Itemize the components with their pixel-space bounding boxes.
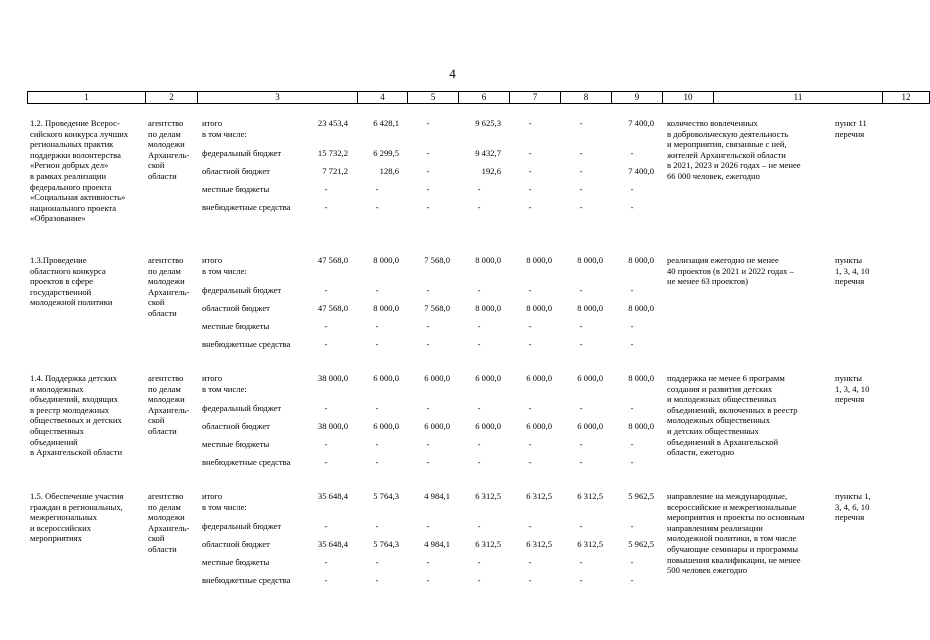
funding-value: - <box>579 575 583 585</box>
funding-value: - <box>477 321 481 331</box>
funding-value: 23 453,4 <box>317 118 348 128</box>
activity-name-line: объединений, входящих <box>30 394 118 405</box>
activity-name-line: и молодежных <box>30 383 84 394</box>
activity-name-line: 1.2. Проведение Всерос- <box>30 118 120 128</box>
funding-value: - <box>630 557 634 567</box>
funding-value: - <box>477 575 481 585</box>
funding-value: 192,6 <box>481 166 501 176</box>
reference-line: 1, 3, 4, 10 <box>835 265 870 276</box>
funding-value: - <box>477 439 481 449</box>
funding-value: - <box>528 403 532 413</box>
funding-value: 8 000,0 <box>526 255 552 265</box>
executor-line: ской <box>148 533 165 544</box>
funding-source-label: федеральный бюджет <box>202 403 282 413</box>
reference-line: пункт 11 <box>835 118 867 128</box>
funding-value: 6 000,0 <box>577 421 603 431</box>
funding-value: - <box>375 339 379 349</box>
funding-value: - <box>630 321 634 331</box>
funding-value: - <box>579 166 583 176</box>
funding-value: - <box>579 184 583 194</box>
result-line: повышения квалификации, не менее <box>667 554 801 565</box>
funding-source-label: местные бюджеты <box>202 439 270 449</box>
funding-value: 128,6 <box>379 166 399 176</box>
funding-value: - <box>426 285 430 295</box>
activity-name-line: 1.4. Поддержка детских <box>30 373 118 383</box>
funding-value: - <box>426 118 430 128</box>
funding-value: - <box>477 184 481 194</box>
funding-value: - <box>630 202 634 212</box>
activity-name-line: общественных и детских <box>30 415 122 426</box>
funding-source-label: внебюджетные средства <box>202 457 291 467</box>
funding-value: - <box>477 557 481 567</box>
executor-line: по делам <box>148 265 181 276</box>
column-header: 8 <box>561 92 612 104</box>
result-line: области, ежегодно <box>667 447 735 458</box>
result-line: и детских общественных <box>667 426 759 436</box>
funding-value: - <box>375 403 379 413</box>
funding-value: - <box>528 321 532 331</box>
funding-value: 4 984,1 <box>424 491 450 501</box>
funding-source-label: итого <box>202 118 223 128</box>
funding-value: - <box>324 202 328 212</box>
funding-value: - <box>426 321 430 331</box>
funding-value: - <box>477 457 481 467</box>
funding-value: 9 432,7 <box>475 148 501 158</box>
result-line: в 2021, 2023 и 2026 годах – не менее <box>667 160 801 171</box>
column-header: 12 <box>883 92 930 104</box>
funding-value: 5 962,5 <box>628 491 654 501</box>
funding-value: - <box>528 339 532 349</box>
funding-source-label: внебюджетные средства <box>202 202 291 212</box>
funding-value: - <box>528 521 532 531</box>
activity-name-line: сийского конкурса лучших <box>30 128 129 139</box>
reference-line: перечня <box>835 512 865 523</box>
funding-value: 7 568,0 <box>424 255 450 265</box>
funding-value: 8 000,0 <box>628 255 654 265</box>
funding-value: 6 000,0 <box>373 373 399 383</box>
executor-line: Архангель- <box>148 522 190 533</box>
funding-value: - <box>426 403 430 413</box>
activity-name-line: межрегиональных <box>30 512 98 523</box>
funding-value: 8 000,0 <box>628 421 654 431</box>
activity-name-line: «Образование» <box>30 213 86 224</box>
activity-name-line: общественных <box>30 426 84 436</box>
funding-value: 6 312,5 <box>577 539 603 549</box>
funding-value: - <box>375 557 379 567</box>
result-line: направлениям реализации <box>667 522 763 533</box>
reference-line: 3, 4, 6, 10 <box>835 501 870 512</box>
funding-value: - <box>630 148 634 158</box>
result-line: обучающие семинары и программы <box>667 544 799 554</box>
funding-value: 5 962,5 <box>628 539 654 549</box>
funding-value: 6 000,0 <box>577 373 603 383</box>
executor-line: Архангель- <box>148 404 190 415</box>
funding-value: - <box>426 202 430 212</box>
funding-source-label: внебюджетные средства <box>202 339 291 349</box>
funding-value: - <box>477 285 481 295</box>
column-header: 1 <box>28 92 146 104</box>
column-header: 3 <box>198 92 358 104</box>
funding-value: - <box>375 321 379 331</box>
funding-value: 47 568,0 <box>317 255 348 265</box>
result-line: и мероприятия, связанные с ней, <box>667 139 787 150</box>
column-header: 10 <box>663 92 714 104</box>
funding-value: - <box>579 403 583 413</box>
funding-value: - <box>375 457 379 467</box>
funding-value: 8 000,0 <box>526 303 552 313</box>
funding-value: - <box>477 521 481 531</box>
reference-line: 1, 3, 4, 10 <box>835 383 870 394</box>
funding-value: - <box>324 521 328 531</box>
funding-value: - <box>426 457 430 467</box>
reference-line: пункты 1, <box>835 491 871 501</box>
funding-value: - <box>528 166 532 176</box>
funding-value: - <box>426 148 430 158</box>
funding-value: 8 000,0 <box>475 303 501 313</box>
column-header-row <box>27 91 930 104</box>
funding-value: - <box>579 521 583 531</box>
activity-name-line: федерального проекта <box>30 181 112 192</box>
reference-line: перечня <box>835 276 865 287</box>
funding-value: 6 000,0 <box>424 373 450 383</box>
executor-line: по делам <box>148 128 181 139</box>
funding-value: - <box>324 285 328 295</box>
funding-source-label: внебюджетные средства <box>202 575 291 585</box>
executor-line: молодежи <box>148 276 185 287</box>
funding-source-label: областной бюджет <box>202 421 270 431</box>
funding-source-label: областной бюджет <box>202 303 270 313</box>
funding-source-label: областной бюджет <box>202 539 270 549</box>
funding-value: 6 000,0 <box>475 373 501 383</box>
executor-line: агентство <box>148 255 184 265</box>
funding-value: - <box>324 575 328 585</box>
activity-name-line: региональных практик <box>30 139 114 150</box>
funding-value: - <box>630 184 634 194</box>
result-line: количество вовлеченных <box>667 118 758 128</box>
funding-value: - <box>528 118 532 128</box>
funding-value: - <box>579 439 583 449</box>
funding-value: - <box>375 184 379 194</box>
executor-line: Архангель- <box>148 149 190 160</box>
column-header: 9 <box>612 92 663 104</box>
result-line: 500 человек ежегодно <box>667 565 747 576</box>
funding-value: - <box>324 439 328 449</box>
activity-name-line: в Архангельской области <box>30 447 123 458</box>
funding-value: - <box>324 457 328 467</box>
reference-line: пункты <box>835 255 863 265</box>
activity-name-line: «Регион добрых дел» <box>30 160 109 171</box>
result-line: реализация ежегодно не менее <box>667 255 779 265</box>
reference-line: перечня <box>835 394 865 405</box>
result-line: 66 000 человек, ежегодно <box>667 171 760 181</box>
executor-line: области <box>148 171 177 181</box>
funding-value: - <box>528 575 532 585</box>
funding-value: 8 000,0 <box>373 303 399 313</box>
funding-value: - <box>324 184 328 194</box>
funding-source-label: местные бюджеты <box>202 321 270 331</box>
executor-line: ской <box>148 297 165 308</box>
executor-line: агентство <box>148 373 184 383</box>
activity-name-line: государственной <box>30 286 92 297</box>
executor-line: по делам <box>148 501 181 512</box>
funding-value: 8 000,0 <box>577 255 603 265</box>
funding-source-label: в том числе: <box>202 265 247 276</box>
funding-value: 6 000,0 <box>526 373 552 383</box>
funding-value: - <box>324 403 328 413</box>
funding-value: - <box>426 166 430 176</box>
funding-source-label: итого <box>202 373 223 383</box>
funding-value: - <box>528 557 532 567</box>
activity-name-line: 1.5. Обеспечение участия <box>30 491 124 501</box>
result-line: молодежных общественных <box>667 415 770 426</box>
funding-value: - <box>324 557 328 567</box>
funding-source-label: итого <box>202 255 223 265</box>
executor-line: агентство <box>148 118 184 128</box>
executor-line: области <box>148 426 177 436</box>
column-header: 5 <box>408 92 459 104</box>
result-line: направление на международные, <box>667 491 788 501</box>
funding-value: 8 000,0 <box>628 373 654 383</box>
activity-name-line: объединений <box>30 436 78 447</box>
funding-source-label: в том числе: <box>202 128 247 139</box>
funding-value: 35 648,4 <box>317 539 348 549</box>
activity-name-line: молодежной политики <box>30 297 113 308</box>
funding-value: - <box>324 339 328 349</box>
executor-line: молодежи <box>148 394 185 405</box>
executor-line: области <box>148 544 177 554</box>
funding-value: 7 568,0 <box>424 303 450 313</box>
result-line: жителей Архангельской области <box>667 149 786 160</box>
column-header: 11 <box>714 92 883 104</box>
funding-value: - <box>579 457 583 467</box>
funding-value: - <box>579 339 583 349</box>
funding-value: - <box>630 439 634 449</box>
funding-value: 8 000,0 <box>628 303 654 313</box>
funding-value: 6 428,1 <box>373 118 399 128</box>
funding-value: 4 984,1 <box>424 539 450 549</box>
funding-value: - <box>375 285 379 295</box>
funding-value: 6 312,5 <box>475 491 501 501</box>
funding-value: - <box>477 339 481 349</box>
funding-value: 7 400,0 <box>628 118 654 128</box>
funding-value: - <box>579 118 583 128</box>
funding-value: - <box>579 557 583 567</box>
result-line: и молодежных общественных <box>667 394 777 405</box>
funding-value: 7 400,0 <box>628 166 654 176</box>
funding-value: - <box>630 457 634 467</box>
funding-value: 6 312,5 <box>577 491 603 501</box>
funding-value: 9 625,3 <box>475 118 501 128</box>
executor-line: ской <box>148 415 165 426</box>
funding-value: 35 648,4 <box>317 491 348 501</box>
column-header: 7 <box>510 92 561 104</box>
executor-line: молодежи <box>148 512 185 523</box>
funding-source-label: федеральный бюджет <box>202 285 282 295</box>
funding-value: - <box>477 403 481 413</box>
activity-name-line: в рамках реализации <box>30 171 107 181</box>
funding-source-label: местные бюджеты <box>202 184 270 194</box>
funding-value: - <box>426 575 430 585</box>
funding-value: 6 299,5 <box>373 148 399 158</box>
funding-value: - <box>630 403 634 413</box>
activity-name-line: «Социальная активность» <box>30 192 126 203</box>
result-line: объединений, включенных в реестр <box>667 404 798 415</box>
executor-line: Архангель- <box>148 286 190 297</box>
activity-name-line: граждан в региональных, <box>30 501 123 512</box>
funding-value: - <box>324 321 328 331</box>
result-line: создания и развития детских <box>667 383 773 394</box>
result-line: объединений в Архангельской <box>667 436 779 447</box>
funding-value: 38 000,0 <box>317 373 348 383</box>
funding-value: - <box>426 184 430 194</box>
funding-value: 6 312,5 <box>526 539 552 549</box>
activity-name-line: и всероссийских <box>30 522 92 533</box>
activity-name-line: национального проекта <box>30 202 117 213</box>
funding-value: - <box>375 439 379 449</box>
activity-name-line: областного конкурса <box>30 265 106 276</box>
funding-source-label: областной бюджет <box>202 166 270 176</box>
funding-value: 8 000,0 <box>373 255 399 265</box>
funding-value: - <box>375 575 379 585</box>
funding-source-label: итого <box>202 491 223 501</box>
result-line: не менее 63 проектов) <box>667 276 748 287</box>
funding-source-label: в том числе: <box>202 501 247 512</box>
executor-line: ской <box>148 160 165 171</box>
result-line: в добровольческую деятельность <box>667 128 789 139</box>
funding-value: - <box>579 285 583 295</box>
funding-value: 7 721,2 <box>322 166 348 176</box>
funding-source-label: федеральный бюджет <box>202 521 282 531</box>
funding-source-label: в том числе: <box>202 383 247 394</box>
funding-value: - <box>630 285 634 295</box>
funding-value: - <box>579 148 583 158</box>
funding-value: 5 764,3 <box>373 539 399 549</box>
funding-value: 6 000,0 <box>424 421 450 431</box>
funding-value: - <box>579 202 583 212</box>
column-header: 4 <box>358 92 408 104</box>
funding-value: - <box>579 321 583 331</box>
funding-value: 6 312,5 <box>475 539 501 549</box>
funding-value: - <box>528 148 532 158</box>
funding-value: - <box>375 202 379 212</box>
funding-value: 8 000,0 <box>577 303 603 313</box>
result-line: молодежной политики, в том числе <box>667 533 797 544</box>
activity-name-line: проектов в сфере <box>30 276 93 287</box>
column-header: 6 <box>459 92 510 104</box>
funding-value: - <box>528 202 532 212</box>
funding-value: - <box>426 339 430 349</box>
result-line: всероссийские и межрегиональные <box>667 501 797 512</box>
funding-value: - <box>528 285 532 295</box>
executor-line: агентство <box>148 491 184 501</box>
activity-name-line: 1.3.Проведение <box>30 255 87 265</box>
funding-value: - <box>426 557 430 567</box>
funding-value: - <box>528 184 532 194</box>
page-number: 4 <box>449 66 456 81</box>
funding-value: - <box>426 521 430 531</box>
funding-source-label: местные бюджеты <box>202 557 270 567</box>
funding-value: - <box>630 575 634 585</box>
funding-value: - <box>426 439 430 449</box>
funding-value: 6 312,5 <box>526 491 552 501</box>
result-line: поддержка не менее 6 программ <box>667 373 785 383</box>
funding-value: 6 000,0 <box>373 421 399 431</box>
executor-line: области <box>148 308 177 318</box>
funding-value: - <box>630 521 634 531</box>
funding-value: 6 000,0 <box>475 421 501 431</box>
funding-value: 5 764,3 <box>373 491 399 501</box>
result-line: 40 проектов (в 2021 и 2022 годах – <box>667 265 794 276</box>
reference-line: пункты <box>835 373 863 383</box>
executor-line: по делам <box>148 383 181 394</box>
funding-value: - <box>528 457 532 467</box>
funding-value: 47 568,0 <box>317 303 348 313</box>
funding-value: - <box>528 439 532 449</box>
activity-name-line: поддержки волонтерства <box>30 149 121 160</box>
funding-value: 15 732,2 <box>317 148 348 158</box>
reference-line: перечня <box>835 128 865 139</box>
funding-value: - <box>630 339 634 349</box>
funding-value: - <box>375 521 379 531</box>
executor-line: молодежи <box>148 139 185 150</box>
column-header: 2 <box>146 92 198 104</box>
activity-name-line: мероприятиях <box>30 533 82 544</box>
funding-source-label: федеральный бюджет <box>202 148 282 158</box>
funding-value: 8 000,0 <box>475 255 501 265</box>
funding-value: - <box>477 202 481 212</box>
activity-name-line: в реестр молодежных <box>30 404 110 415</box>
funding-value: 6 000,0 <box>526 421 552 431</box>
result-line: мероприятия и проекты по основным <box>667 512 805 523</box>
funding-value: 38 000,0 <box>317 421 348 431</box>
